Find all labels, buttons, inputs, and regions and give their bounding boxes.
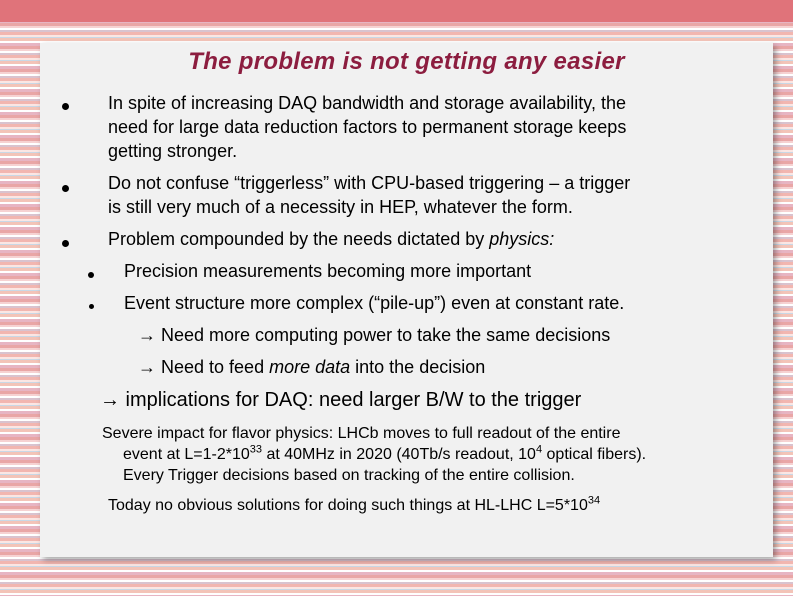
bullet-3-text [108, 227, 554, 251]
bullet-1-line-2: need for large data reduction factors to permanent storage keeps [108, 117, 627, 137]
today-line [108, 495, 600, 516]
severe-line-3: Every Trigger decisions based on tracking of the entire collision. [123, 467, 575, 484]
bullet-dot [62, 185, 69, 192]
bullet-dot [62, 240, 69, 247]
sub-bullet-dot [89, 304, 94, 309]
bullet-3-italic: physics: [489, 229, 555, 249]
arrow-feed [138, 355, 485, 379]
arrow-computing: → Need more computing power to take the same decisions [138, 325, 611, 345]
slide-title: The problem is not getting any easier [188, 48, 625, 75]
severe-line-2-c: optical fibers). [542, 446, 647, 463]
severe-line-1: Severe impact for flavor physics: LHCb moves to full readout of the entire [102, 425, 621, 442]
bullet-2-line-2: is still very much of a necessity in HEP, whatever the form. [108, 197, 573, 217]
severe-line-2-a: event at L=1-2*10 [123, 446, 250, 463]
bullet-1-line-1: In spite of increasing DAQ bandwidth and storage availability, the [108, 93, 626, 113]
arrow-feed-prefix: → Need to feed [138, 357, 270, 377]
implications-line: → implications for DAQ: need larger B/W to the trigger [100, 389, 582, 411]
top-decorative-bar [0, 0, 793, 22]
severe-line-2-sup1: 33 [249, 443, 263, 456]
sub-bullet-1: Precision measurements becoming more important [124, 261, 532, 281]
arrow-feed-suffix: into the decision [350, 357, 486, 377]
sub-bullet-2: Event structure more complex (“pile-up”) even at constant rate. [124, 293, 625, 313]
severe-line-2 [123, 444, 646, 465]
slide-panel [40, 43, 773, 557]
bullet-2-line-1: Do not confuse “triggerless” with CPU-based triggering – a trigger [108, 173, 631, 193]
bullet-3-prefix: Problem compounded by the needs dictated by [108, 229, 490, 249]
severe-line-2-sup2: 4 [535, 443, 543, 456]
arrow-feed-italic: more data [269, 357, 351, 377]
bullet-1-line-3: getting stronger. [108, 141, 238, 161]
today-text: Today no obvious solutions for doing such things at HL-LHC L=5*10 [108, 497, 588, 514]
sub-bullet-dot [88, 272, 94, 278]
bullet-dot [62, 103, 69, 110]
severe-line-2-b: at 40MHz in 2020 (40Tb/s readout, 10 [262, 446, 536, 463]
today-sup: 34 [587, 494, 601, 507]
